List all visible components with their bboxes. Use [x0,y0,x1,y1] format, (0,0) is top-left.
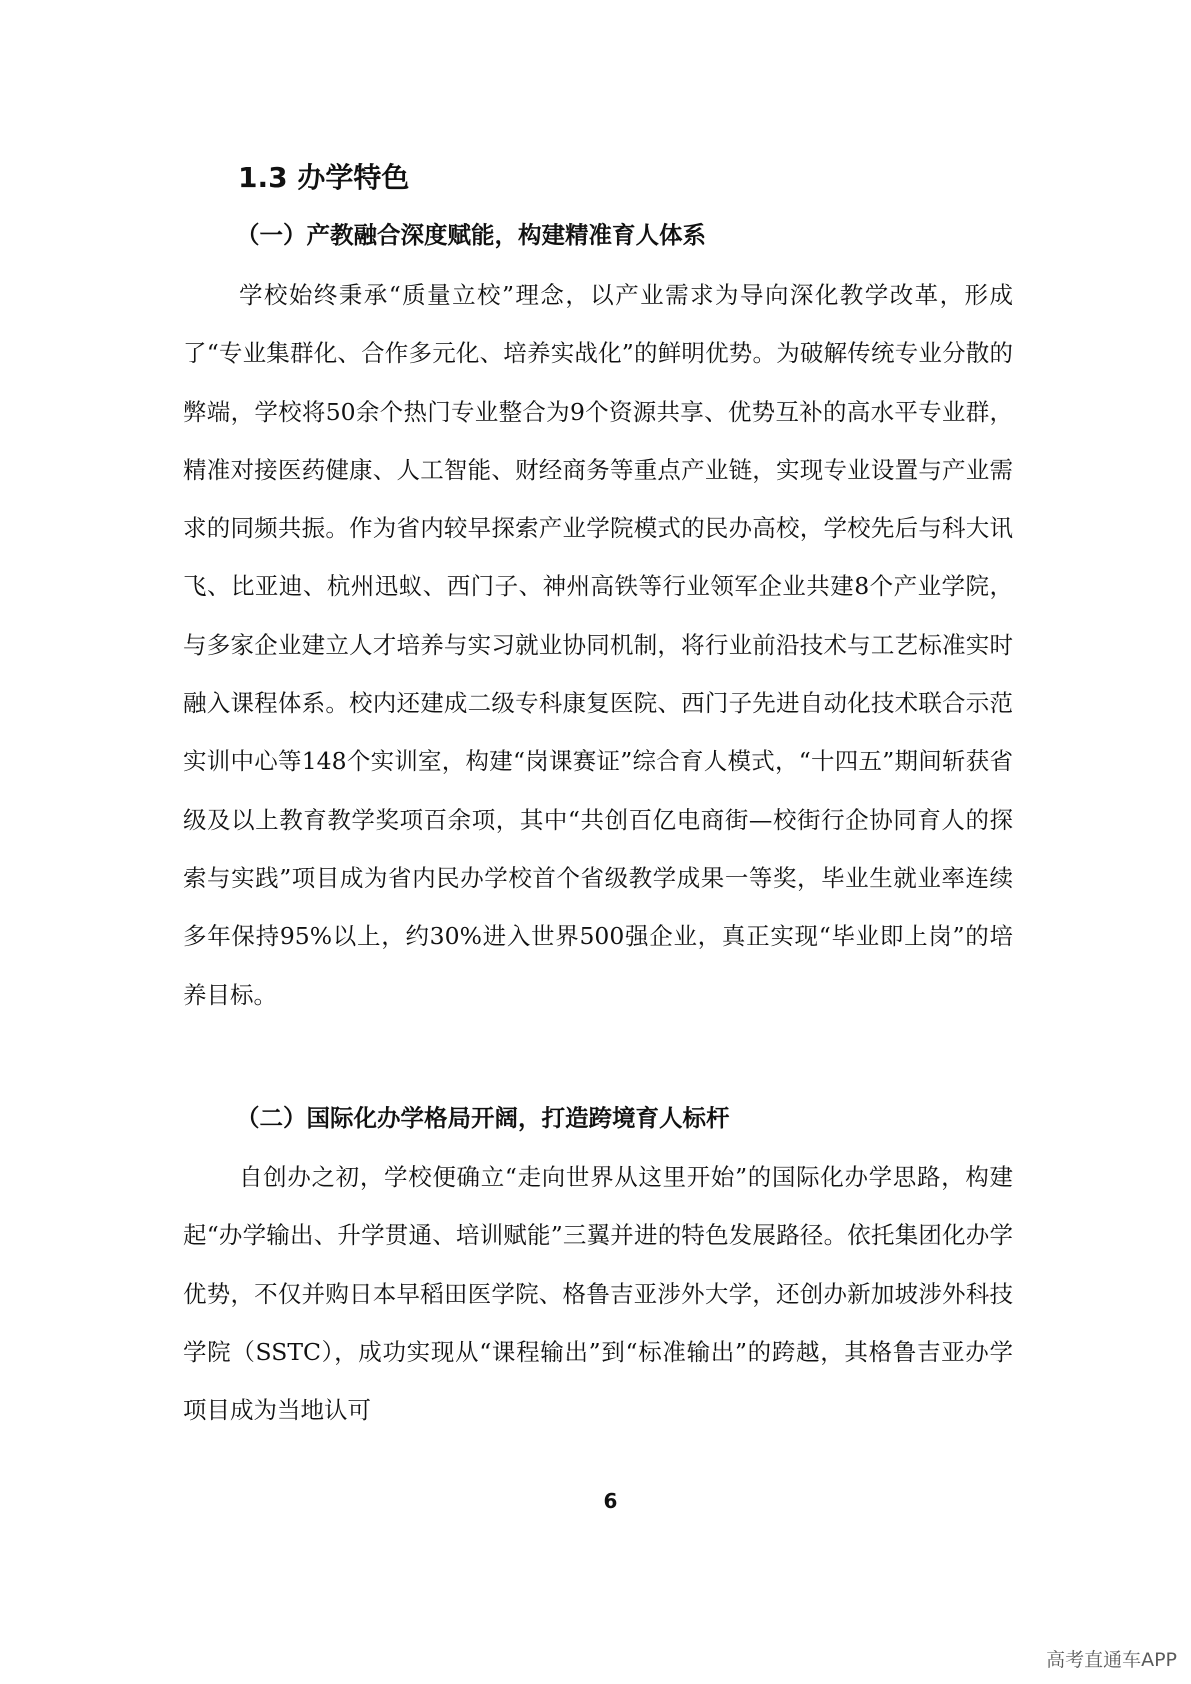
page-number: 6 [603,1489,618,1513]
watermark-text: 高考直通车APP [1046,1649,1177,1671]
subsection-heading-2: （二）国际化办学格局开阔，打造跨境育人标杆 [236,1104,730,1132]
body-paragraph-1: 学校始终秉承“质量立校”理念，以产业需求为导向深化教学改革，形成了“专业集群化、合作多元化、培养实战化”的鲜明优势。为破解传统专业分散的弊端，学校将50余个热门专业整合为9个资源共享、优势互补的高水平专业群，精准对接医药健康、人工智能、财经商务等重点产业链，实现专业设置与产业需求的同频共振。作为省内较早探索产业学院模式的民办高校，学校先后与科大讯飞、比亚迪、杭州迅蚁、西门子、神州高铁等行业领军企业共建8个产业学院，与多家企业建立人才培养与实习就业协同机制，将行业前沿技术与工艺标准实时融入课程体系。校内还建成二级专科康复医院、西门子先进自动化技术联合示范实训中心等148个实训室，构建“岗课赛证”综合育人模式，“十四五”期间斩获省级及以上教育教学奖项百余项，其中“共创百亿电商街—校街行企协同育人的探索与实践”项目成为省内民办学校首个省级教学成果一等奖，毕业生就业率连续多年保持95%以上，约30%进入世界500强企业，真正实现“毕业即上岗”的培养目标。 [183,281,1013,1009]
section-title: 1.3 办学特色 [238,161,410,194]
body-paragraph-2: 自创办之初，学校便确立“走向世界从这里开始”的国际化办学思路，构建起“办学输出、升学贯通、培训赋能”三翼并进的特色发展路径。依托集团化办学优势，不仅并购日本早稻田医学院、格鲁吉亚涉外大学，还创办新加坡涉外科技学院（SSTC），成功实现从“课程输出”到“标准输出”的跨越，其格鲁吉亚办学项目成为当地认可 [183,1163,1013,1425]
subsection-heading-1: （一）产教融合深度赋能，构建精准育人体系 [236,221,706,249]
